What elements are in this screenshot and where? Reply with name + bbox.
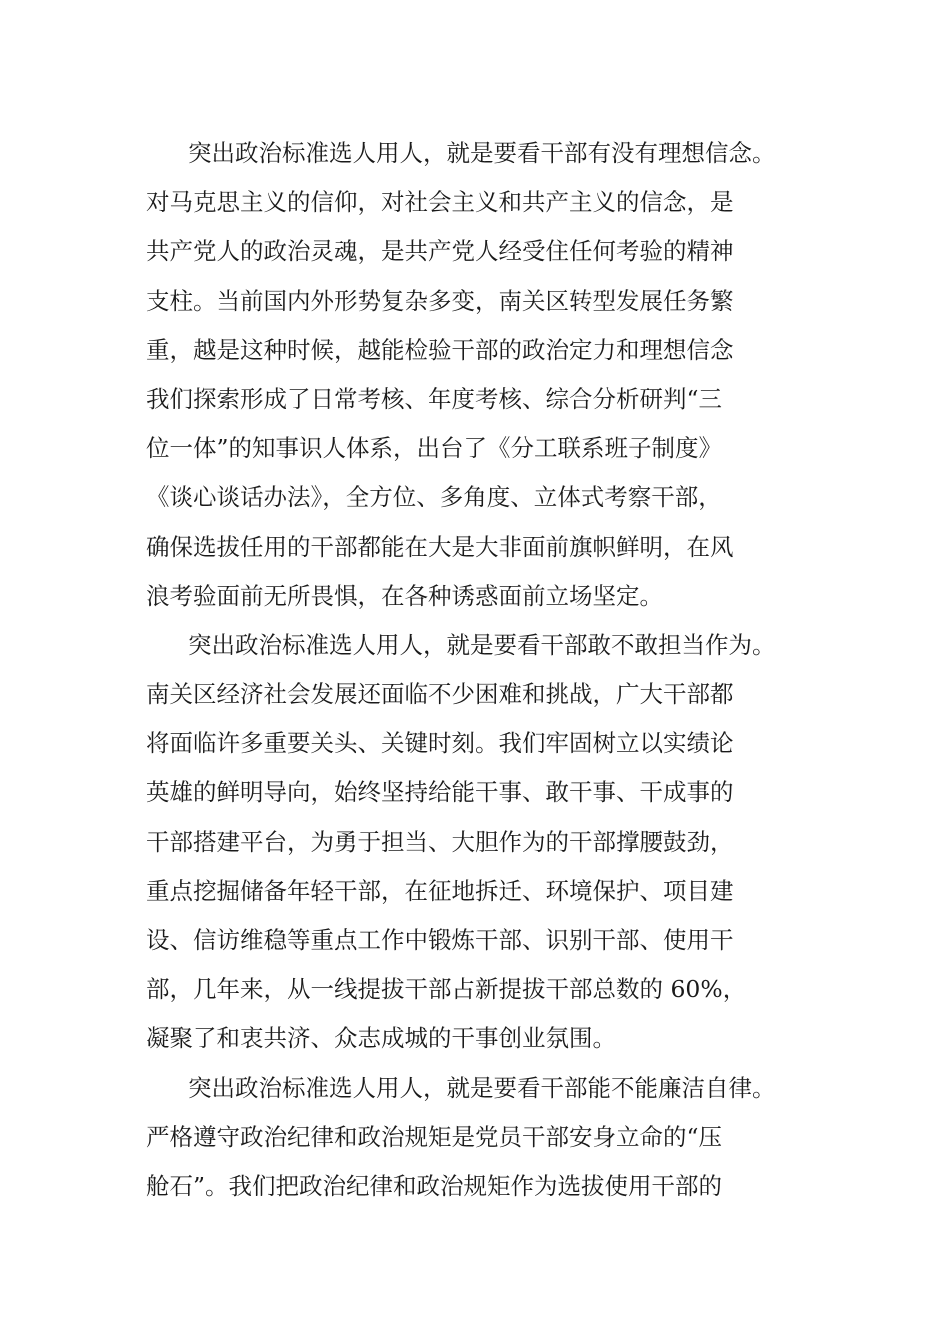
paragraph-2-line-8: 部，几年来，从一线提拔干部占新提拔干部总数的 60%， (146, 975, 747, 1004)
paragraph-2-line-5: 干部搭建平台，为勇于担当、大胆作为的干部撑腰鼓劲， (146, 827, 734, 856)
paragraph-2-line-1: 突出政治标准选人用人，就是要看干部敢不敢担当作为。 (188, 630, 776, 659)
body-text (146, 129, 846, 1211)
paragraph-1-line-5: 重，越是这种时候，越能检验干部的政治定力和理想信念 (146, 335, 734, 364)
paragraph-3-line-2: 严格遵守政治纪律和政治规矩是党员干部安身立命的“压 (146, 1122, 723, 1151)
paragraph-1-line-1: 突出政治标准选人用人，就是要看干部有没有理想信念。 (188, 139, 776, 167)
paragraph-2-line-4: 英雄的鲜明导向，始终坚持给能干事、敢干事、干成事的 (146, 778, 734, 807)
paragraph-3-line-3: 舱石”。我们把政治纪律和政治规矩作为选拔使用干部的 (146, 1171, 723, 1200)
paragraph-2-line-2: 南关区经济社会发展还面临不少困难和挑战，广大干部都 (146, 680, 734, 709)
paragraph-1-line-8: 《谈心谈话办法》，全方位、多角度、立体式考察干部， (146, 483, 722, 512)
paragraph-1-line-2: 对马克思主义的信仰，对社会主义和共产主义的信念，是 (146, 188, 734, 217)
paragraph-1-line-7: 位一体”的知事识人体系，出台了《分工联系班子制度》 (146, 434, 723, 463)
paragraph-2-line-9: 凝聚了和衷共济、众志成城的干事创业氛围。 (146, 1024, 616, 1053)
paragraph-2-line-6: 重点挖掘储备年轻干部，在征地拆迁、环境保护、项目建 (146, 876, 734, 905)
paragraph-2-line-7: 设、信访维稳等重点工作中锻炼干部、识别干部、使用干 (146, 926, 734, 954)
paragraph-2-line-3: 将面临许多重要关头、关键时刻。我们牢固树立以实绩论 (146, 729, 734, 758)
paragraph-1-line-3: 共产党人的政治灵魂，是共产党人经受住任何考验的精神 (146, 237, 734, 266)
paragraph-1-line-6: 我们探索形成了日常考核、年度考核、综合分析研判“三 (146, 384, 723, 413)
paragraph-1-line-10: 浪考验面前无所畏惧，在各种诱惑面前立场坚定。 (146, 581, 663, 610)
paragraph-1-line-9: 确保选拔任用的干部都能在大是大非面前旗帜鲜明，在风 (146, 532, 734, 561)
paragraph-3-line-1: 突出政治标准选人用人，就是要看干部能不能廉洁自律。 (188, 1073, 776, 1102)
paragraph-1-line-4: 支柱。当前国内外形势复杂多变，南关区转型发展任务繁 (146, 286, 734, 315)
